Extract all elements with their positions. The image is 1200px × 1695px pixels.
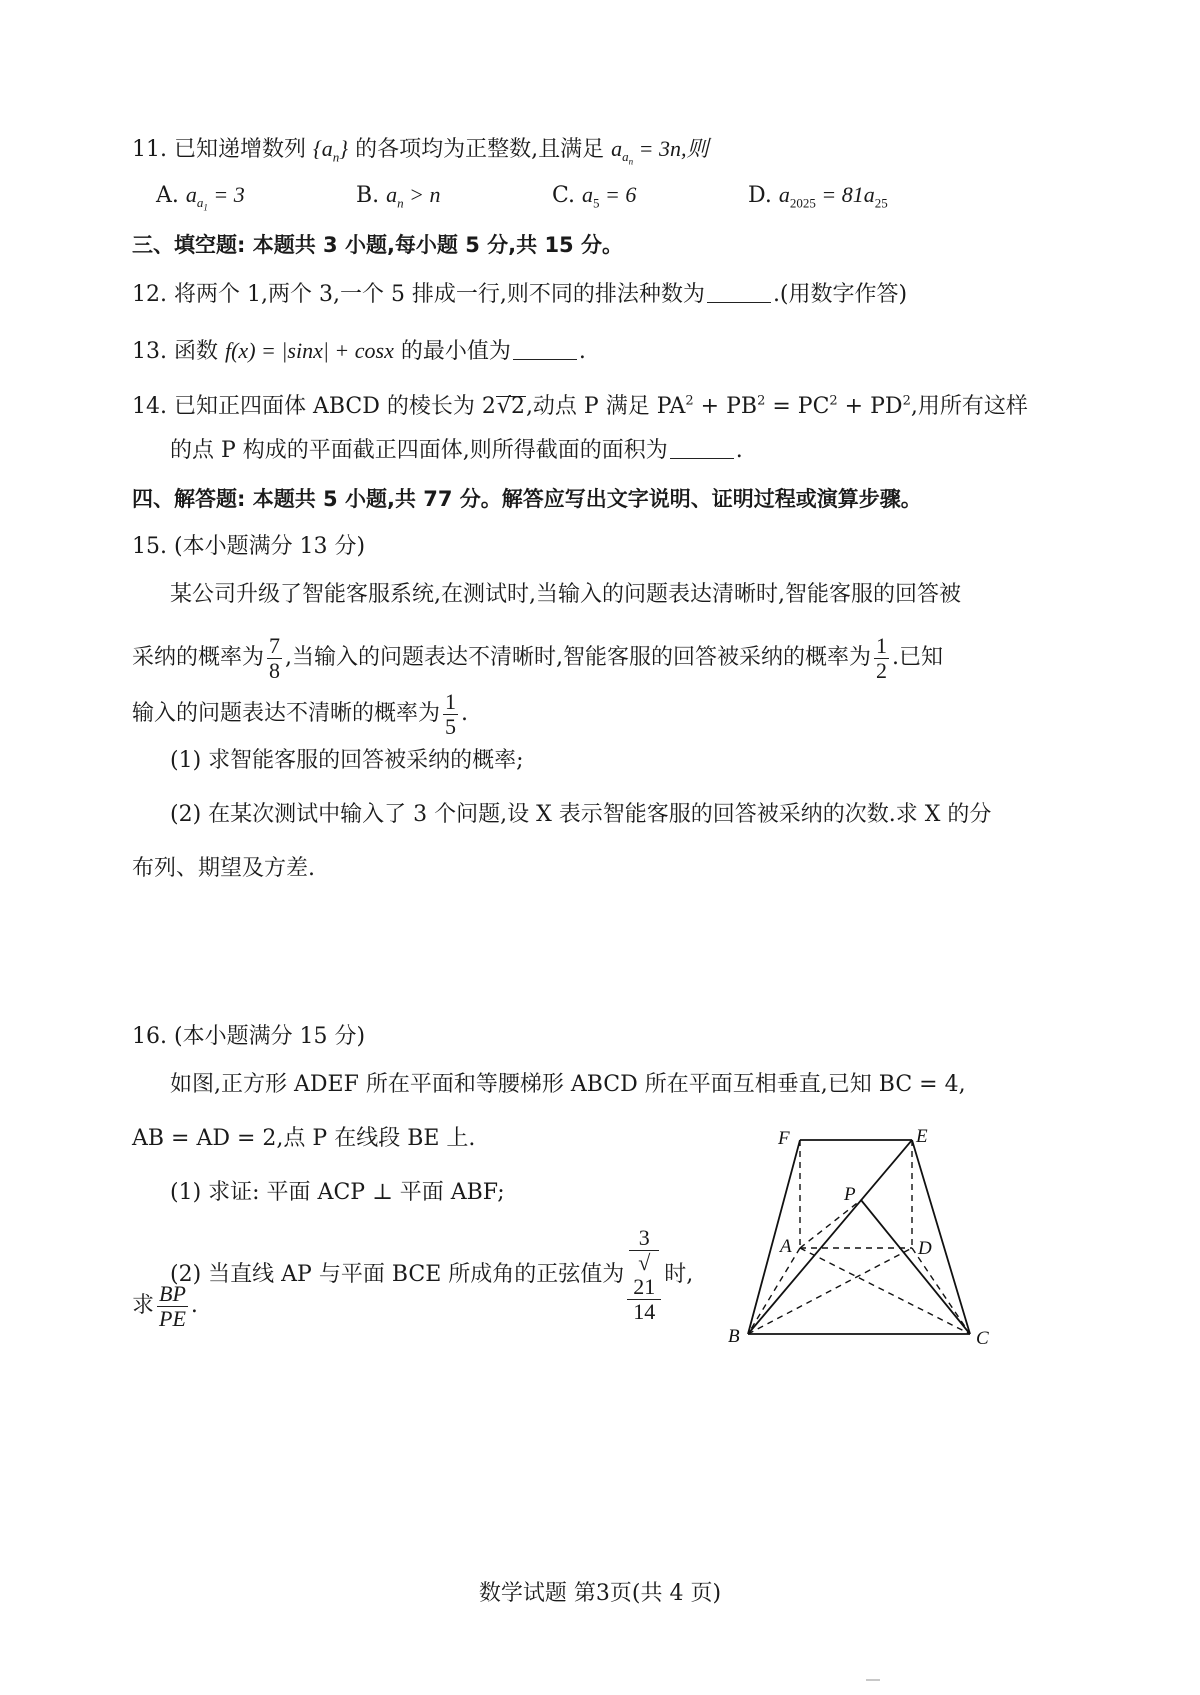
label-C: C (976, 1328, 989, 1349)
q15-frac2-den: 2 (876, 657, 888, 683)
q11-option-b-a: a (386, 182, 398, 207)
q11-option-c-a: a (582, 182, 594, 207)
q15-fraction-1-5 (443, 690, 458, 739)
q14-sup1: 2 (685, 393, 694, 409)
q11-option-a (156, 180, 245, 211)
edge-PC (861, 1200, 970, 1334)
q11-option-b-rhs: > n (403, 182, 441, 207)
q11-option-c (552, 180, 636, 211)
q11-option-d-sub: 2025 (789, 195, 816, 211)
q11-option-a-rhs: = 3 (207, 182, 245, 207)
q11-option-a-label: A. (156, 183, 179, 208)
q11-set-open: {a (312, 136, 333, 161)
q11-option-c-label: C. (552, 183, 576, 208)
q16-sub2-end: 时, (664, 1262, 694, 1287)
q15-fraction-7-8 (267, 634, 282, 683)
q15-paragraph-2 (132, 630, 943, 686)
q15-paragraph-1: 某公司升级了智能客服系统,在测试时,当输入的问题表达清晰时,智能客服的回答被 (170, 582, 961, 607)
q14-sqrt: √2 (496, 394, 525, 419)
q16-ratio-end: . (190, 1293, 198, 1318)
q15-frac3-num: 1 (445, 688, 457, 714)
page-footer: 数学试题 第3页(共 4 页) (478, 1581, 722, 1606)
q15-p2-text-b: ,当输入的问题表达不清晰时,智能客服的回答被采纳的概率为 (285, 645, 872, 670)
label-D: D (918, 1238, 932, 1259)
q11-stem-mid: 的各项均为正整数,且满足 (348, 137, 612, 162)
q16-subquestion-1: (1) 求证: 平面 ACP ⊥ 平面 ABF; (170, 1180, 505, 1205)
q14-answer-blank[interactable] (670, 438, 734, 459)
q15-p2-text-c: .已知 (892, 645, 944, 670)
q16-paragraph-2: AB = AD = 2,点 P 在线段 BE 上. (132, 1126, 476, 1151)
label-A: A (780, 1236, 792, 1257)
q11-option-b (356, 180, 441, 211)
q15-frac2-num: 1 (876, 632, 888, 658)
q16-sine-numerator (627, 1226, 661, 1300)
q14-line2 (170, 436, 743, 466)
q16-sine-sqrt-arg: 21 (633, 1274, 656, 1299)
q13-text: 13. 函数 (132, 339, 225, 364)
section4-heading: 四、解答题: 本题共 5 小题,共 77 分。解答应写出文字说明、证明过程或演算步骤。 (132, 487, 922, 511)
q16-ratio-num: BP (159, 1280, 186, 1306)
q13-end: . (578, 339, 586, 364)
q16-sine-den: 14 (633, 1299, 656, 1324)
q14-text-a: 14. 已知正四面体 ABCD 的棱长为 2 (132, 394, 496, 419)
q11-option-a-expr: $a_{a_1}$ (185, 182, 208, 213)
q13-text-after: 的最小值为 (393, 339, 511, 364)
q13 (132, 336, 586, 367)
q16-paragraph-1: 如图,正方形 ADEF 所在平面和等腰梯形 ABCD 所在平面互相垂直,已知 BC = 4, (170, 1072, 966, 1097)
label-F: F (778, 1128, 790, 1149)
q15-frac1-den: 8 (269, 657, 281, 683)
q11-option-b-label: B. (356, 183, 380, 208)
q11-option-d-a: a (778, 182, 790, 207)
q14-sqrt-arg: 2 (510, 394, 525, 419)
label-E: E (916, 1126, 928, 1147)
hidden-AC (800, 1248, 970, 1334)
q15-frac3-den: 5 (445, 713, 457, 739)
q11-stem (132, 134, 708, 165)
q11-condition-rhs: = 3n,则 (633, 136, 709, 161)
q11-option-c-sub: 5 (593, 195, 600, 211)
q11-set-close: } (339, 136, 349, 161)
q14-text-e: + PD (837, 394, 903, 419)
q16-sub2-text: (2) 当直线 AP 与平面 BCE 所成角的正弦值为 (170, 1262, 625, 1287)
q12-text-after: .(用数字作答) (772, 282, 908, 307)
q11-sequence-notation (312, 136, 349, 165)
q16-ratio-fraction (157, 1282, 188, 1331)
q11-option-d-sub2: 25 (874, 195, 888, 211)
hidden-AP (800, 1200, 861, 1248)
q15-p2-text-a: 采纳的概率为 (132, 645, 265, 670)
q16-ratio-den: PE (159, 1305, 186, 1331)
q16-figure (720, 1120, 1080, 1360)
q14-end: . (735, 438, 743, 463)
q14-sup3: 2 (829, 393, 838, 409)
q11-option-b-sub: n (397, 195, 404, 211)
hidden-AB (748, 1248, 800, 1334)
q11-options (156, 180, 1070, 213)
q16-header: 16. (本小题满分 15 分) (132, 1024, 366, 1049)
q11-option-d-label: D. (748, 183, 772, 208)
q11-option-c-rhs: = 6 (599, 182, 637, 207)
q16-subquestion-2 (170, 1226, 693, 1324)
scan-mark (866, 1679, 880, 1681)
label-B: B (728, 1326, 740, 1347)
q15-p3-text: 输入的问题表达不清晰的概率为 (132, 701, 441, 726)
q16-sine-sqrt: √ 21 (629, 1250, 659, 1299)
q14-text-line2: 的点 P 构成的平面截正四面体,则所得截面的面积为 (170, 438, 668, 463)
q14-line1 (132, 392, 1028, 422)
q14-text-c: + PB (693, 394, 758, 419)
q11-option-d (748, 180, 888, 211)
q12 (132, 280, 907, 310)
q14-sup4: 2 (902, 393, 911, 409)
q11-condition-lhs: $a_{a_n}$ (611, 136, 634, 167)
q12-text: 12. 将两个 1,两个 3,一个 5 排成一行,则不同的排法种数为 (132, 282, 705, 307)
q12-answer-blank[interactable] (707, 282, 771, 303)
q16-ratio-line (132, 1280, 198, 1332)
q16-sine-fraction (627, 1226, 661, 1324)
edge-EC (912, 1140, 970, 1334)
q13-function: f(x) = |sinx| + cosx (224, 338, 394, 363)
q15-subquestion-2-line2: 布列、期望及方差. (132, 856, 315, 881)
label-P: P (844, 1184, 856, 1205)
q15-fraction-1-2 (874, 634, 889, 683)
q14-text-b: ,动点 P 满足 PA (525, 394, 686, 419)
q16-ratio-prefix: 求 (132, 1293, 155, 1318)
q15-p3-end: . (461, 701, 469, 726)
hidden-DC (912, 1248, 970, 1334)
q16-sine-coef: 3 (638, 1225, 650, 1250)
q14-text-d: = PC (765, 394, 830, 419)
q14-text-f: ,用所有这样 (910, 394, 1028, 419)
q15-header: 15. (本小题满分 13 分) (132, 534, 366, 559)
section3-heading: 三、填空题: 本题共 3 小题,每小题 5 分,共 15 分。 (132, 233, 623, 257)
q11-option-d-mid: = 81a (815, 182, 875, 207)
edge-FB (748, 1140, 800, 1334)
edge-EB (748, 1140, 912, 1334)
q15-subquestion-2-line1: (2) 在某次测试中输入了 3 个问题,设 X 表示智能客服的回答被采纳的次数.求 X 的分 (170, 802, 992, 827)
q14-sup2: 2 (757, 393, 766, 409)
q11-stem-text: 11. 已知递增数列 (132, 137, 306, 162)
q13-answer-blank[interactable] (513, 339, 577, 360)
q15-frac1-num: 7 (269, 632, 281, 658)
q15-subquestion-1: (1) 求智能客服的回答被采纳的概率; (170, 748, 524, 773)
hidden-BD (748, 1248, 912, 1334)
q11-set-sub: n (332, 149, 340, 165)
q15-paragraph-3 (132, 686, 468, 742)
